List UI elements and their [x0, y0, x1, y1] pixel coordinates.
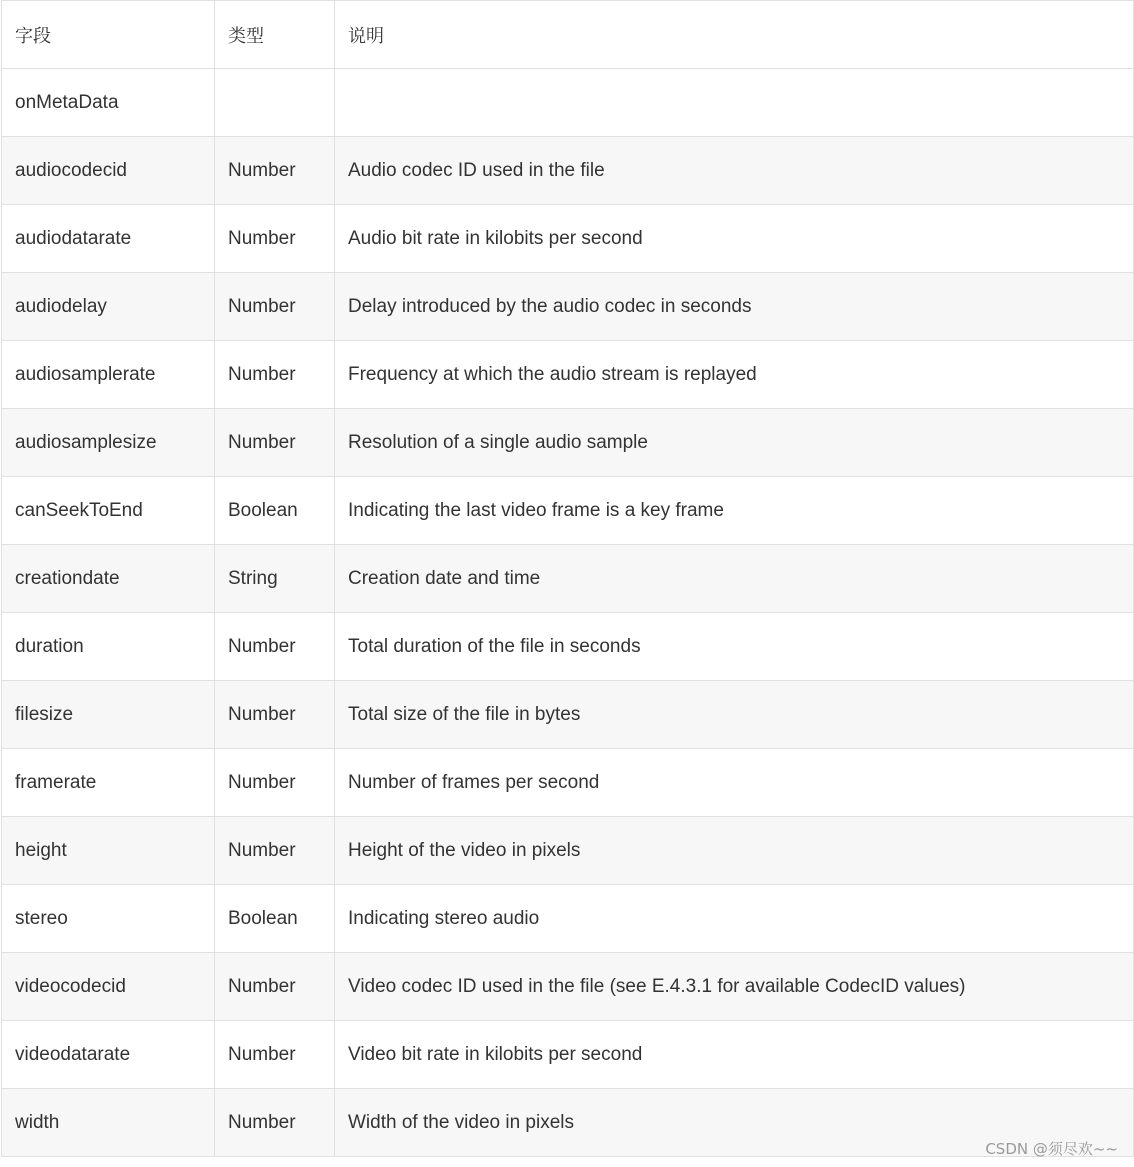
- watermark: CSDN @须尽欢~~: [985, 1140, 1118, 1158]
- table-row: [2, 69, 1134, 137]
- cell-type: Number: [215, 205, 335, 273]
- table-row: [2, 545, 1134, 613]
- cell-description: Frequency at which the audio stream is replayed: [335, 341, 1134, 409]
- cell-type: Boolean: [215, 885, 335, 953]
- table-row: [2, 409, 1134, 477]
- cell-type: Number: [215, 681, 335, 749]
- table-row: [2, 205, 1134, 273]
- cell-field: onMetaData: [2, 69, 215, 137]
- table-row: [2, 749, 1134, 817]
- cell-field: videocodecid: [2, 953, 215, 1021]
- cell-description: Creation date and time: [335, 545, 1134, 613]
- cell-type: Number: [215, 1021, 335, 1089]
- cell-field: audiocodecid: [2, 137, 215, 205]
- cell-field: audiosamplesize: [2, 409, 215, 477]
- cell-field: height: [2, 817, 215, 885]
- header-type: 类型: [215, 1, 335, 69]
- cell-type: Boolean: [215, 477, 335, 545]
- cell-description: Indicating stereo audio: [335, 885, 1134, 953]
- header-description: 说明: [335, 1, 1134, 69]
- cell-type: Number: [215, 341, 335, 409]
- cell-description: Total duration of the file in seconds: [335, 613, 1134, 681]
- metadata-table: [1, 0, 1134, 1157]
- cell-description: Height of the video in pixels: [335, 817, 1134, 885]
- table-row: [2, 885, 1134, 953]
- cell-description: Delay introduced by the audio codec in seconds: [335, 273, 1134, 341]
- table-header-row: [2, 1, 1134, 69]
- table-row: [2, 953, 1134, 1021]
- cell-type: Number: [215, 613, 335, 681]
- cell-field: width: [2, 1089, 215, 1157]
- cell-type: String: [215, 545, 335, 613]
- cell-description: Number of frames per second: [335, 749, 1134, 817]
- table-row: [2, 1021, 1134, 1089]
- cell-field: videodatarate: [2, 1021, 215, 1089]
- table-row: [2, 817, 1134, 885]
- cell-description: Indicating the last video frame is a key frame: [335, 477, 1134, 545]
- cell-description: [335, 69, 1134, 137]
- table-row: [2, 1089, 1134, 1157]
- cell-type: Number: [215, 817, 335, 885]
- cell-type: Number: [215, 409, 335, 477]
- cell-field: stereo: [2, 885, 215, 953]
- cell-field: framerate: [2, 749, 215, 817]
- table-body: [2, 69, 1134, 1157]
- cell-description: Total size of the file in bytes: [335, 681, 1134, 749]
- table-row: [2, 613, 1134, 681]
- cell-type: Number: [215, 1089, 335, 1157]
- cell-type: Number: [215, 749, 335, 817]
- cell-description: Audio bit rate in kilobits per second: [335, 205, 1134, 273]
- cell-type: Number: [215, 273, 335, 341]
- cell-field: audiodelay: [2, 273, 215, 341]
- cell-description: Audio codec ID used in the file: [335, 137, 1134, 205]
- cell-field: duration: [2, 613, 215, 681]
- cell-description: Resolution of a single audio sample: [335, 409, 1134, 477]
- cell-field: audiodatarate: [2, 205, 215, 273]
- cell-type: Number: [215, 137, 335, 205]
- table-row: [2, 341, 1134, 409]
- cell-description: Video codec ID used in the file (see E.4.3.1 for available CodecID values): [335, 953, 1134, 1021]
- table-row: [2, 681, 1134, 749]
- cell-description: Video bit rate in kilobits per second: [335, 1021, 1134, 1089]
- cell-type: [215, 69, 335, 137]
- table-row: [2, 273, 1134, 341]
- cell-type: Number: [215, 953, 335, 1021]
- cell-field: filesize: [2, 681, 215, 749]
- cell-field: canSeekToEnd: [2, 477, 215, 545]
- table-row: [2, 137, 1134, 205]
- cell-description: Width of the video in pixels: [335, 1089, 1134, 1157]
- cell-field: audiosamplerate: [2, 341, 215, 409]
- cell-field: creationdate: [2, 545, 215, 613]
- table-row: [2, 477, 1134, 545]
- header-field: 字段: [2, 1, 215, 69]
